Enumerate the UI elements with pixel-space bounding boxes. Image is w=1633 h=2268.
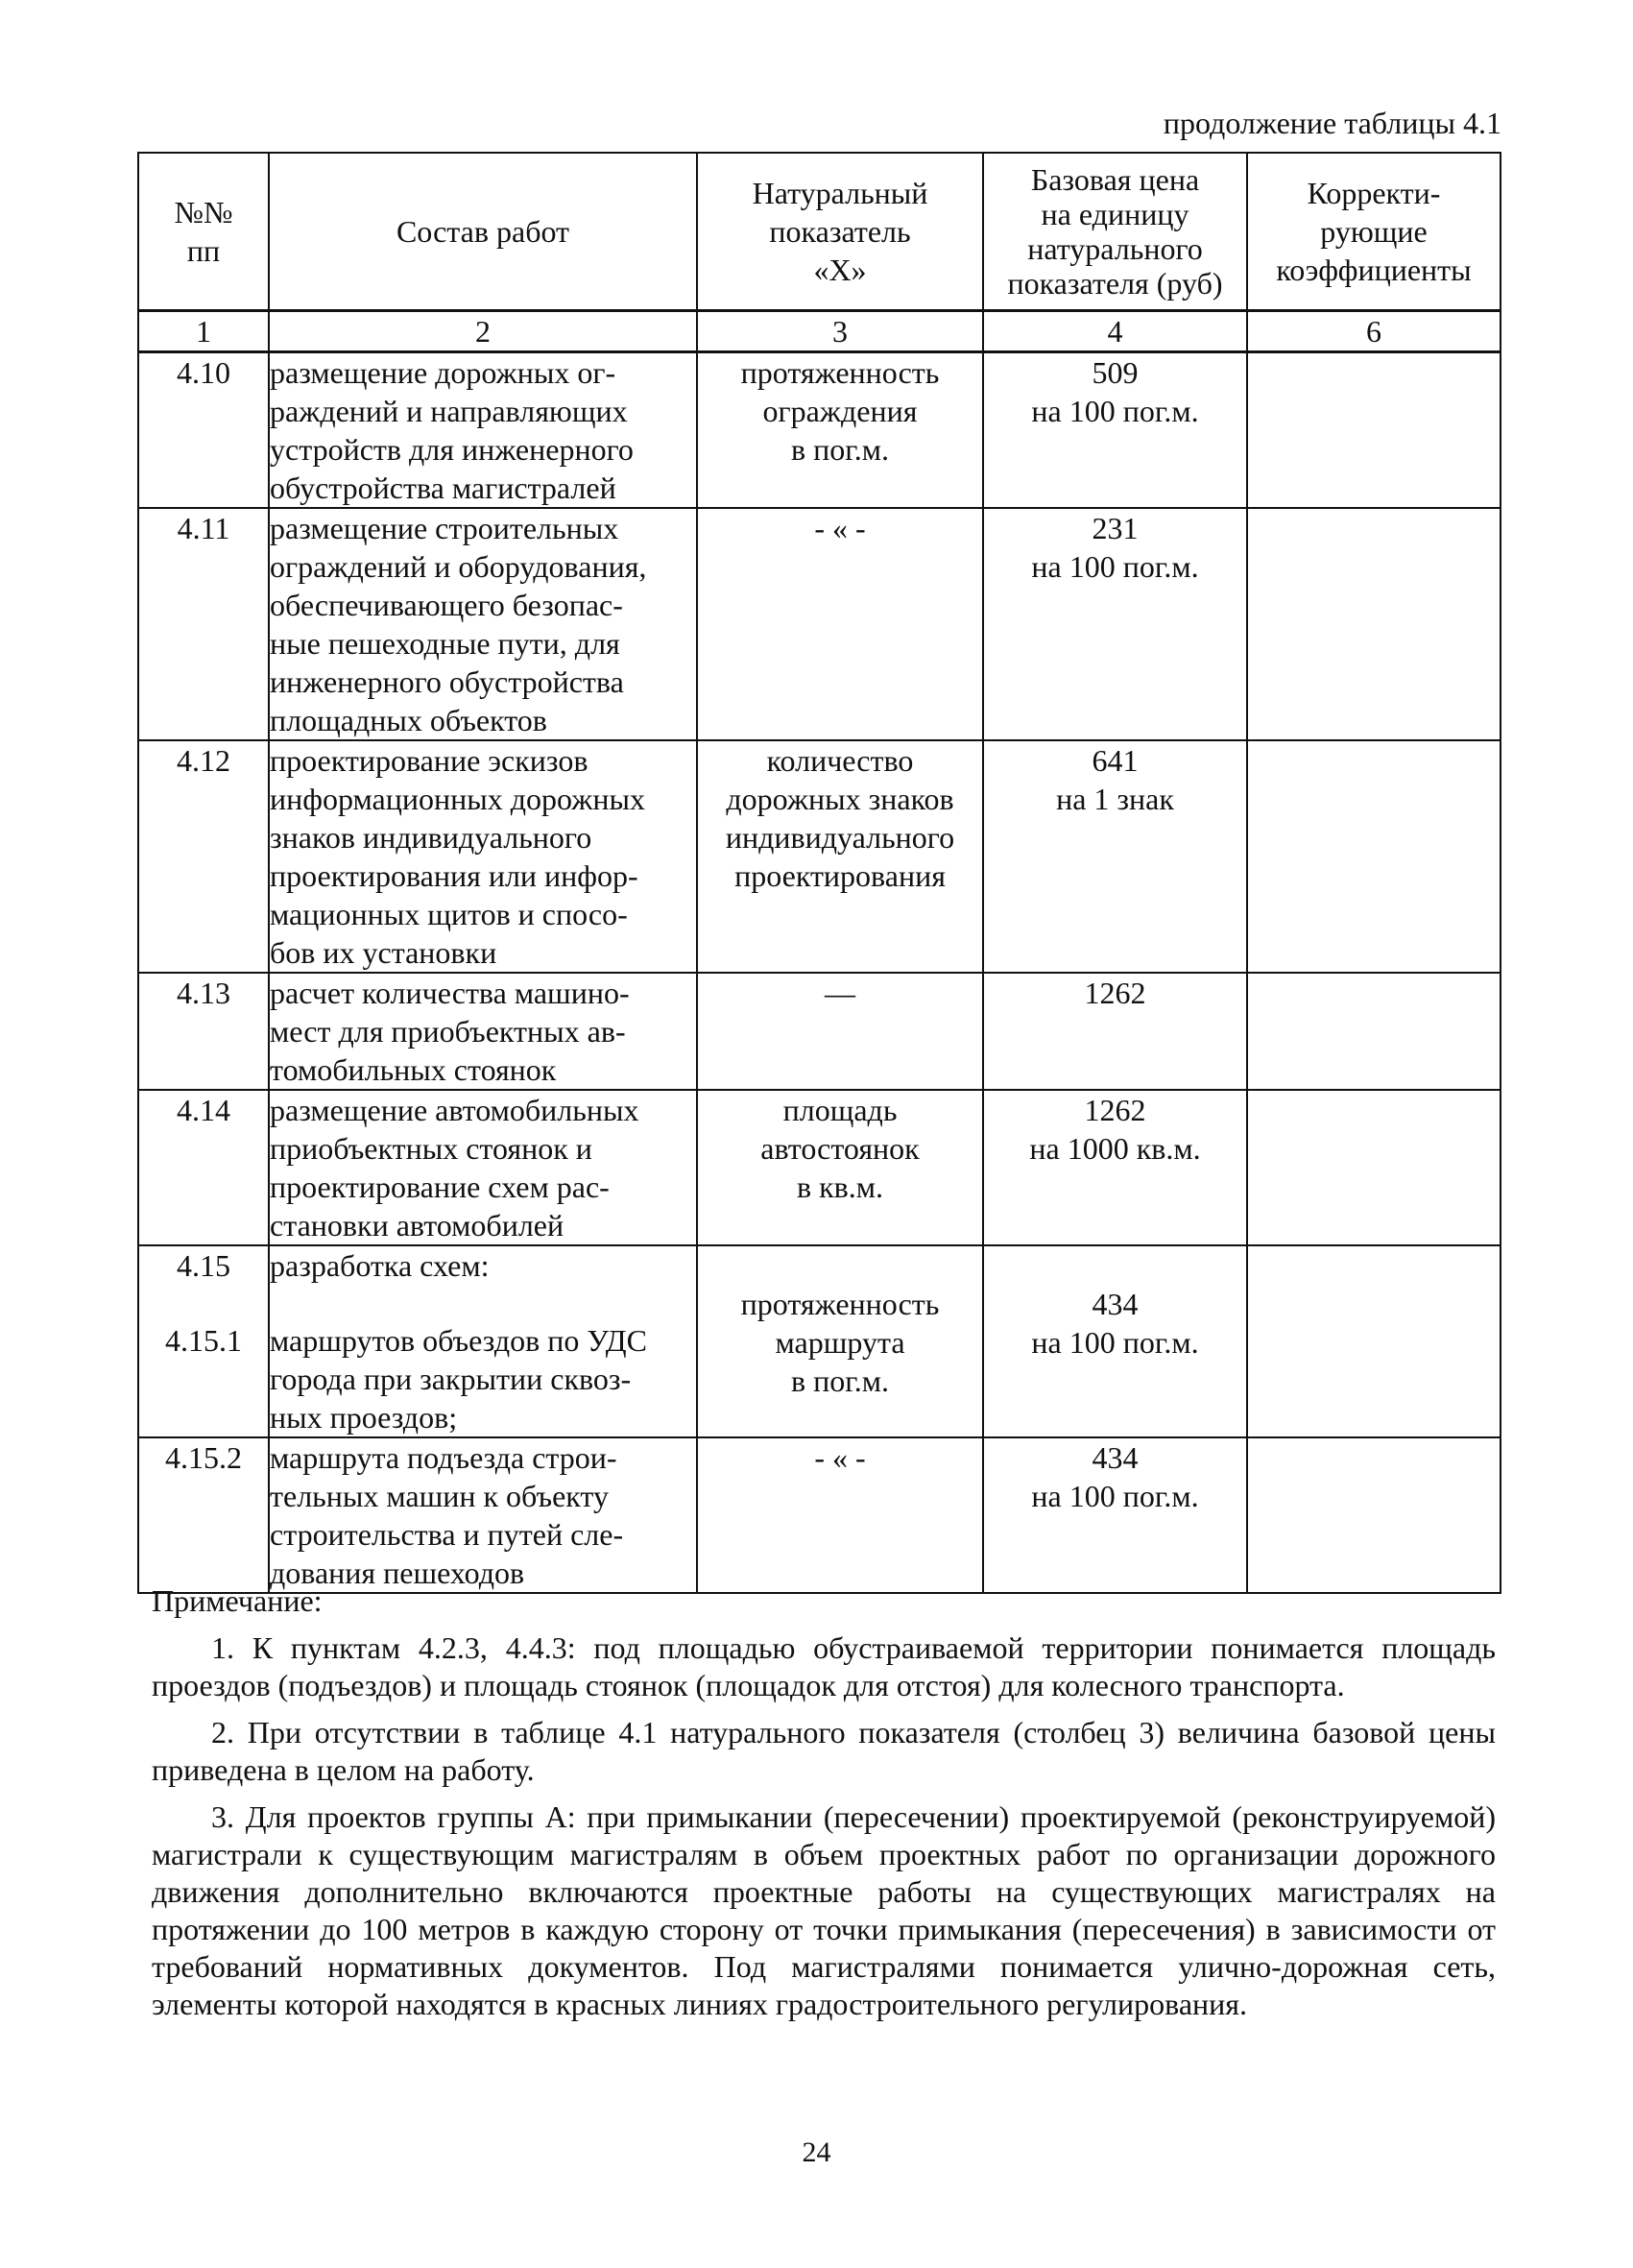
table-row <box>138 740 1501 973</box>
indicator-line: количество <box>766 743 914 778</box>
work-line: приобъектных стоянок и <box>270 1131 592 1166</box>
note-item: 3. Для проектов группы А: при примыкании (пересечении) проектируемой (реконструируемой) магистрали к существующим магистралям в объем проектных работ по организации дорожного движения дополнительно включаются проектные работы на существующих магистралях на протяжении до 100 метров в каждую сторону от точки примыкания (пересечения) в зависимости от требований нормативных документов. Под магистралями понимается улично-дорожная сеть, элементы которой находятся в красных линиях градостроительного регулирования. <box>152 1799 1496 2021</box>
work-line: обустройства магистралей <box>270 470 616 505</box>
price-line: 509 <box>1092 355 1139 390</box>
price-table <box>137 152 1501 1594</box>
header-price-line: показателя (руб) <box>1007 266 1223 301</box>
row-number <box>138 352 269 509</box>
work-line: расчет количества машино- <box>270 976 630 1010</box>
row-number <box>138 973 269 1090</box>
base-price <box>983 1437 1247 1593</box>
base-price <box>983 740 1247 973</box>
price-line: 434 <box>1092 1440 1139 1475</box>
row-number <box>138 508 269 740</box>
column-number-row <box>138 311 1501 352</box>
indicator-line: проектирования <box>734 858 946 893</box>
row-number-text: 4.15 <box>177 1248 230 1283</box>
table-row <box>138 1245 1501 1437</box>
indicator-line: площадь <box>782 1093 898 1127</box>
work-line: тельных машин к объекту <box>270 1479 609 1513</box>
header-price-line: Базовая цена <box>1030 162 1200 197</box>
work-description <box>269 352 697 509</box>
base-price <box>983 973 1247 1090</box>
base-price <box>983 1245 1247 1437</box>
header-num-line: №№ <box>174 195 233 229</box>
work-line: проектирование эскизов <box>270 743 588 778</box>
header-work: Состав работ <box>269 153 697 311</box>
row-number-text: 4.10 <box>177 355 230 390</box>
indicator-line: автостоянок <box>760 1131 920 1166</box>
natural-indicator <box>697 508 983 740</box>
note-item: 2. При отсутствии в таблице 4.1 натурального показателя (столбец 3) величина базовой цены приведена в целом на работу. <box>152 1715 1496 1787</box>
indicator-line: протяженность <box>740 355 940 390</box>
work-description <box>269 973 697 1090</box>
work-description <box>269 508 697 740</box>
header-indicator <box>697 153 983 311</box>
indicator-line: протяженность <box>740 1287 940 1321</box>
natural-indicator <box>697 352 983 509</box>
price-line: 641 <box>1092 743 1139 778</box>
price-line: 1262 <box>1084 976 1146 1010</box>
natural-indicator <box>697 1437 983 1593</box>
work-line: обеспечивающего безопас- <box>270 588 623 622</box>
indicator-line: индивидуального <box>725 820 955 855</box>
work-line: мационных щитов и спосо- <box>270 897 628 931</box>
header-indicator-line: Натуральный <box>752 176 928 210</box>
row-number-text: 4.15.2 <box>165 1440 242 1475</box>
natural-indicator <box>697 740 983 973</box>
indicator-line: дорожных знаков <box>726 782 954 816</box>
header-coef-line: коэффициенты <box>1276 253 1472 287</box>
note-item: 1. К пунктам 4.2.3, 4.4.3: под площадью обустраиваемой территории понимается площадь проездов (подъездов) и площадь стоянок (площадок для отстоя) для колесного транспорта. <box>152 1630 1496 1702</box>
price-line: на 100 пог.м. <box>1031 549 1199 584</box>
indicator-line: в пог.м. <box>791 432 889 467</box>
column-number: 4 <box>983 311 1247 352</box>
price-line: на 1000 кв.м. <box>1029 1131 1201 1166</box>
column-number: 2 <box>269 311 697 352</box>
correction-coefficient <box>1247 973 1501 1090</box>
work-line: становки автомобилей <box>270 1208 564 1243</box>
work-line: строительства и путей сле- <box>270 1517 624 1552</box>
header-indicator-line: «Х» <box>813 253 867 287</box>
work-line: ограждений и оборудования, <box>270 549 647 584</box>
table-row <box>138 1437 1501 1593</box>
row-number-text: 4.11 <box>177 511 230 545</box>
work-line: размещение автомобильных <box>270 1093 639 1127</box>
indicator-line: - « - <box>814 1440 866 1475</box>
header-price-line: на единицу <box>1041 197 1189 231</box>
natural-indicator <box>697 973 983 1090</box>
natural-indicator <box>697 1090 983 1245</box>
header-num-line: пп <box>186 233 221 268</box>
base-price <box>983 352 1247 509</box>
table-body <box>138 352 1501 1594</box>
work-description <box>269 1245 697 1437</box>
work-line: раждений и направляющих <box>270 394 628 428</box>
work-line: инженерного обустройства <box>270 664 624 699</box>
work-line: площадных объектов <box>270 703 547 737</box>
table-continuation-caption: продолжение таблицы 4.1 <box>1163 106 1501 140</box>
row-number <box>138 740 269 973</box>
correction-coefficient <box>1247 1437 1501 1593</box>
notes-title: Примечание: <box>152 1583 323 1618</box>
work-line: проектирования или инфор- <box>270 858 638 893</box>
header-coef-line: рующие <box>1320 214 1428 249</box>
indicator-line: маршрута <box>775 1325 905 1360</box>
work-description <box>269 740 697 973</box>
row-number-text: 4.14 <box>177 1093 230 1127</box>
work-line: томобильных стоянок <box>270 1052 557 1087</box>
table-row <box>138 973 1501 1090</box>
price-line: 434 <box>1092 1287 1139 1321</box>
row-number-text: 4.12 <box>177 743 230 778</box>
page-number: 24 <box>802 2136 831 2168</box>
work-line: информационных дорожных <box>270 782 645 816</box>
work-line: маршрута подъезда строи- <box>270 1440 617 1475</box>
indicator-line: — <box>825 976 855 1010</box>
work-line: размещение дорожных ог- <box>270 355 616 390</box>
header-price <box>983 153 1247 311</box>
work-line: проектирование схем рас- <box>270 1170 610 1204</box>
price-line: 1262 <box>1084 1093 1146 1127</box>
header-num <box>138 153 269 311</box>
row-number-text: 4.13 <box>177 976 230 1010</box>
table-row <box>138 508 1501 740</box>
natural-indicator <box>697 1245 983 1437</box>
column-number: 3 <box>697 311 983 352</box>
correction-coefficient <box>1247 352 1501 509</box>
correction-coefficient <box>1247 740 1501 973</box>
column-number: 1 <box>138 311 269 352</box>
notes-section <box>152 1582 1496 2033</box>
work-line: мест для приобъектных ав- <box>270 1014 626 1049</box>
work-line: города при закрытии сквоз- <box>270 1362 632 1396</box>
table-header-row <box>138 153 1501 311</box>
base-price <box>983 508 1247 740</box>
header-indicator-line: показатель <box>769 214 911 249</box>
price-line: на 100 пог.м. <box>1031 1325 1199 1360</box>
work-description <box>269 1437 697 1593</box>
work-line: дования пешеходов <box>270 1556 525 1590</box>
work-line: размещение строительных <box>270 511 619 545</box>
price-line: на 1 знак <box>1056 782 1174 816</box>
indicator-line: ограждения <box>762 394 918 428</box>
work-line: маршрутов объездов по УДС <box>270 1323 647 1358</box>
indicator-line: в пог.м. <box>791 1363 889 1398</box>
price-line: 231 <box>1092 511 1139 545</box>
correction-coefficient <box>1247 508 1501 740</box>
header-coef <box>1247 153 1501 311</box>
work-line: ных проездов; <box>270 1400 458 1435</box>
table-row <box>138 1090 1501 1245</box>
row-number <box>138 1245 269 1437</box>
header-coef-line: Корректи- <box>1307 176 1441 210</box>
indicator-line: - « - <box>814 511 866 545</box>
price-line: на 100 пог.м. <box>1031 1479 1199 1513</box>
indicator-line: в кв.м. <box>796 1170 883 1204</box>
table-row <box>138 352 1501 509</box>
work-title: разработка схем: <box>270 1248 490 1283</box>
row-number <box>138 1437 269 1593</box>
row-subnumber-text: 4.15.1 <box>165 1323 242 1358</box>
work-line: устройств для инженерного <box>270 432 634 467</box>
work-line: бов их установки <box>270 935 497 970</box>
base-price <box>983 1090 1247 1245</box>
row-number <box>138 1090 269 1245</box>
work-line: ные пешеходные пути, для <box>270 626 620 661</box>
header-price-line: натурального <box>1027 231 1203 266</box>
work-description <box>269 1090 697 1245</box>
correction-coefficient <box>1247 1245 1501 1437</box>
price-line: на 100 пог.м. <box>1031 394 1199 428</box>
work-line: знаков индивидуального <box>270 820 592 855</box>
column-number: 6 <box>1247 311 1501 352</box>
correction-coefficient <box>1247 1090 1501 1245</box>
